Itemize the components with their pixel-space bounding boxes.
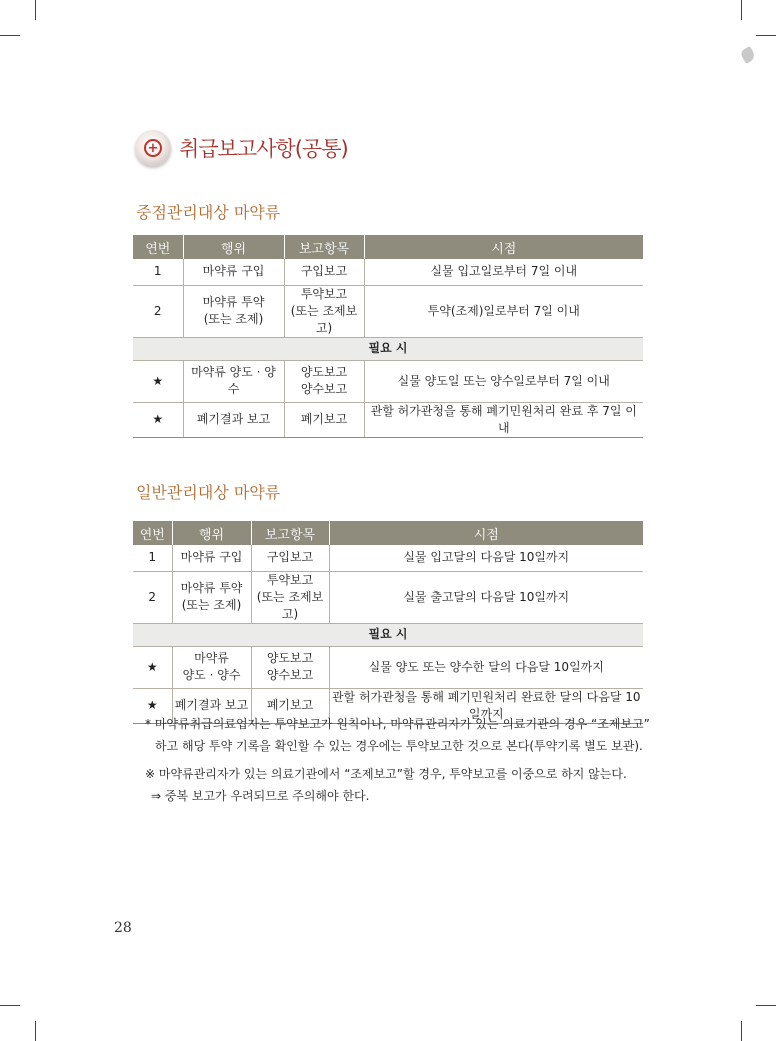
table-row xyxy=(133,402,643,437)
cell-timing: 실물 양도일 또는 양수일로부터 7일 이내 xyxy=(364,360,643,402)
section-header-title: 취급보고사항(공통) xyxy=(179,137,348,161)
cell-report-item-line: 폐기보고 xyxy=(300,412,348,426)
section-header xyxy=(135,130,348,166)
cell-number: ★ xyxy=(133,360,183,402)
cell-report-item xyxy=(284,259,364,285)
crop-mark xyxy=(756,35,776,36)
crop-mark xyxy=(741,1021,742,1041)
table-row xyxy=(133,545,643,571)
cell-report-item-line: 구입보고 xyxy=(266,550,314,565)
cell-number: ★ xyxy=(133,688,172,723)
cell-action-line: 마약류 투약 xyxy=(180,581,243,595)
cell-number: 2 xyxy=(133,285,183,337)
crop-mark xyxy=(35,0,36,20)
column-header: 행위 xyxy=(172,521,251,545)
table-header-row xyxy=(133,235,643,259)
table-row xyxy=(133,571,643,623)
table-row xyxy=(133,285,643,337)
table1-title: 중점관리대상 마약류 xyxy=(136,203,281,222)
cell-report-item xyxy=(284,285,364,337)
cell-timing: 관할 허가관청을 통해 폐기민원처리 완료 후 7일 이내 xyxy=(364,402,643,437)
cell-timing: 실물 입고일로부터 7일 이내 xyxy=(364,259,643,285)
column-header: 시점 xyxy=(364,235,643,259)
cell-timing: 실물 출고달의 다음달 10일까지 xyxy=(329,571,643,623)
table-row xyxy=(133,646,643,688)
crop-mark xyxy=(0,35,20,36)
table-header-row xyxy=(133,521,643,545)
note-line: 하고 해당 투약 기록을 확인할 수 있는 경우에는 투약보고한 것으로 본다(투약기록 별도 보관). xyxy=(155,739,643,753)
cell-action xyxy=(172,646,251,688)
note-line: * 마약류취급의료업자는 투약보고가 원칙이나, 마약류관리자가 있는 의료기관의 경우 “조제보고” xyxy=(145,717,650,731)
cell-number: ★ xyxy=(133,646,172,688)
cell-timing: 관할 허가관청을 통해 폐기민원처리 완료한 달의 다음달 10일까지 xyxy=(329,688,643,723)
required-label: 필요 시 xyxy=(133,337,643,360)
cell-report-item xyxy=(251,545,329,571)
table-row xyxy=(133,259,643,285)
cell-action-line: 양도 · 양수 xyxy=(182,668,241,682)
required-row xyxy=(133,337,643,360)
column-header: 연번 xyxy=(133,235,183,259)
cell-report-item xyxy=(251,571,329,623)
cell-action xyxy=(183,259,284,285)
required-label: 필요 시 xyxy=(133,623,643,646)
cell-number: 1 xyxy=(133,259,183,285)
cell-action xyxy=(183,285,284,337)
cell-report-item-line: (또는 조제보고) xyxy=(290,303,358,335)
cell-action-line: 폐기결과 보고 xyxy=(196,412,271,426)
cell-action-line: 마약류 양도 · 양수 xyxy=(191,365,276,396)
cell-action xyxy=(172,545,251,571)
cell-action-line: 폐기결과 보고 xyxy=(174,698,249,712)
cell-action-line: 마약류 xyxy=(194,651,229,665)
cell-number: 1 xyxy=(133,545,172,571)
required-row xyxy=(133,623,643,646)
cell-report-item-line: 구입보고 xyxy=(300,264,348,279)
cell-action-line: 마약류 구입 xyxy=(202,264,265,279)
cell-report-item-line: 양도보고 xyxy=(266,651,314,665)
cell-action xyxy=(183,360,284,402)
cell-report-item-line: 폐기보고 xyxy=(266,698,314,712)
cell-action-line: 마약류 투약 xyxy=(202,295,265,309)
cell-action-line: 마약류 구입 xyxy=(180,550,243,565)
note-line: ⇒ 중복 보고가 우려되므로 주의해야 한다. xyxy=(151,789,370,803)
cell-report-item-line: 투약보고 xyxy=(300,286,348,301)
cell-action xyxy=(183,402,284,437)
cell-report-item-line: (또는 조제보고) xyxy=(256,589,324,621)
column-header: 연번 xyxy=(133,521,172,545)
crop-mark xyxy=(756,1005,776,1006)
cell-number: ★ xyxy=(133,402,183,437)
corner-decoration xyxy=(739,46,756,64)
crop-mark xyxy=(0,1005,20,1006)
page-number: 28 xyxy=(114,920,132,936)
cell-action-line: (또는 조제) xyxy=(203,312,264,326)
cell-report-item xyxy=(284,360,364,402)
cell-report-item-line: 양도보고 xyxy=(300,365,348,379)
notes xyxy=(145,713,650,807)
column-header: 보고항목 xyxy=(284,235,364,259)
cell-report-item-line: 양수보고 xyxy=(300,382,348,396)
table-row xyxy=(133,360,643,402)
cell-action-line: (또는 조제) xyxy=(181,598,242,612)
column-header: 시점 xyxy=(329,521,643,545)
crop-mark xyxy=(741,0,742,20)
cell-number: 2 xyxy=(133,571,172,623)
crop-mark xyxy=(35,1021,36,1041)
column-header: 보고항목 xyxy=(251,521,329,545)
cell-timing: 실물 입고달의 다음달 10일까지 xyxy=(329,545,643,571)
cell-report-item xyxy=(251,646,329,688)
cell-report-item xyxy=(284,402,364,437)
cell-timing: 실물 양도 또는 양수한 달의 다음달 10일까지 xyxy=(329,646,643,688)
cell-report-item-line: 양수보고 xyxy=(266,668,314,682)
cell-action xyxy=(172,571,251,623)
plus-circle-icon: + xyxy=(135,130,171,166)
cell-timing: 투약(조제)일로부터 7일 이내 xyxy=(364,285,643,337)
column-header: 행위 xyxy=(183,235,284,259)
cell-report-item-line: 투약보고 xyxy=(266,572,314,587)
note-line: ※ 마약류관리자가 있는 의료기관에서 “조제보고”할 경우, 투약보고를 이중으로 하지 않는다. xyxy=(145,767,627,781)
table-intensive-management xyxy=(133,235,643,438)
table-general-management xyxy=(133,521,643,724)
table2-title: 일반관리대상 마약류 xyxy=(136,483,281,502)
